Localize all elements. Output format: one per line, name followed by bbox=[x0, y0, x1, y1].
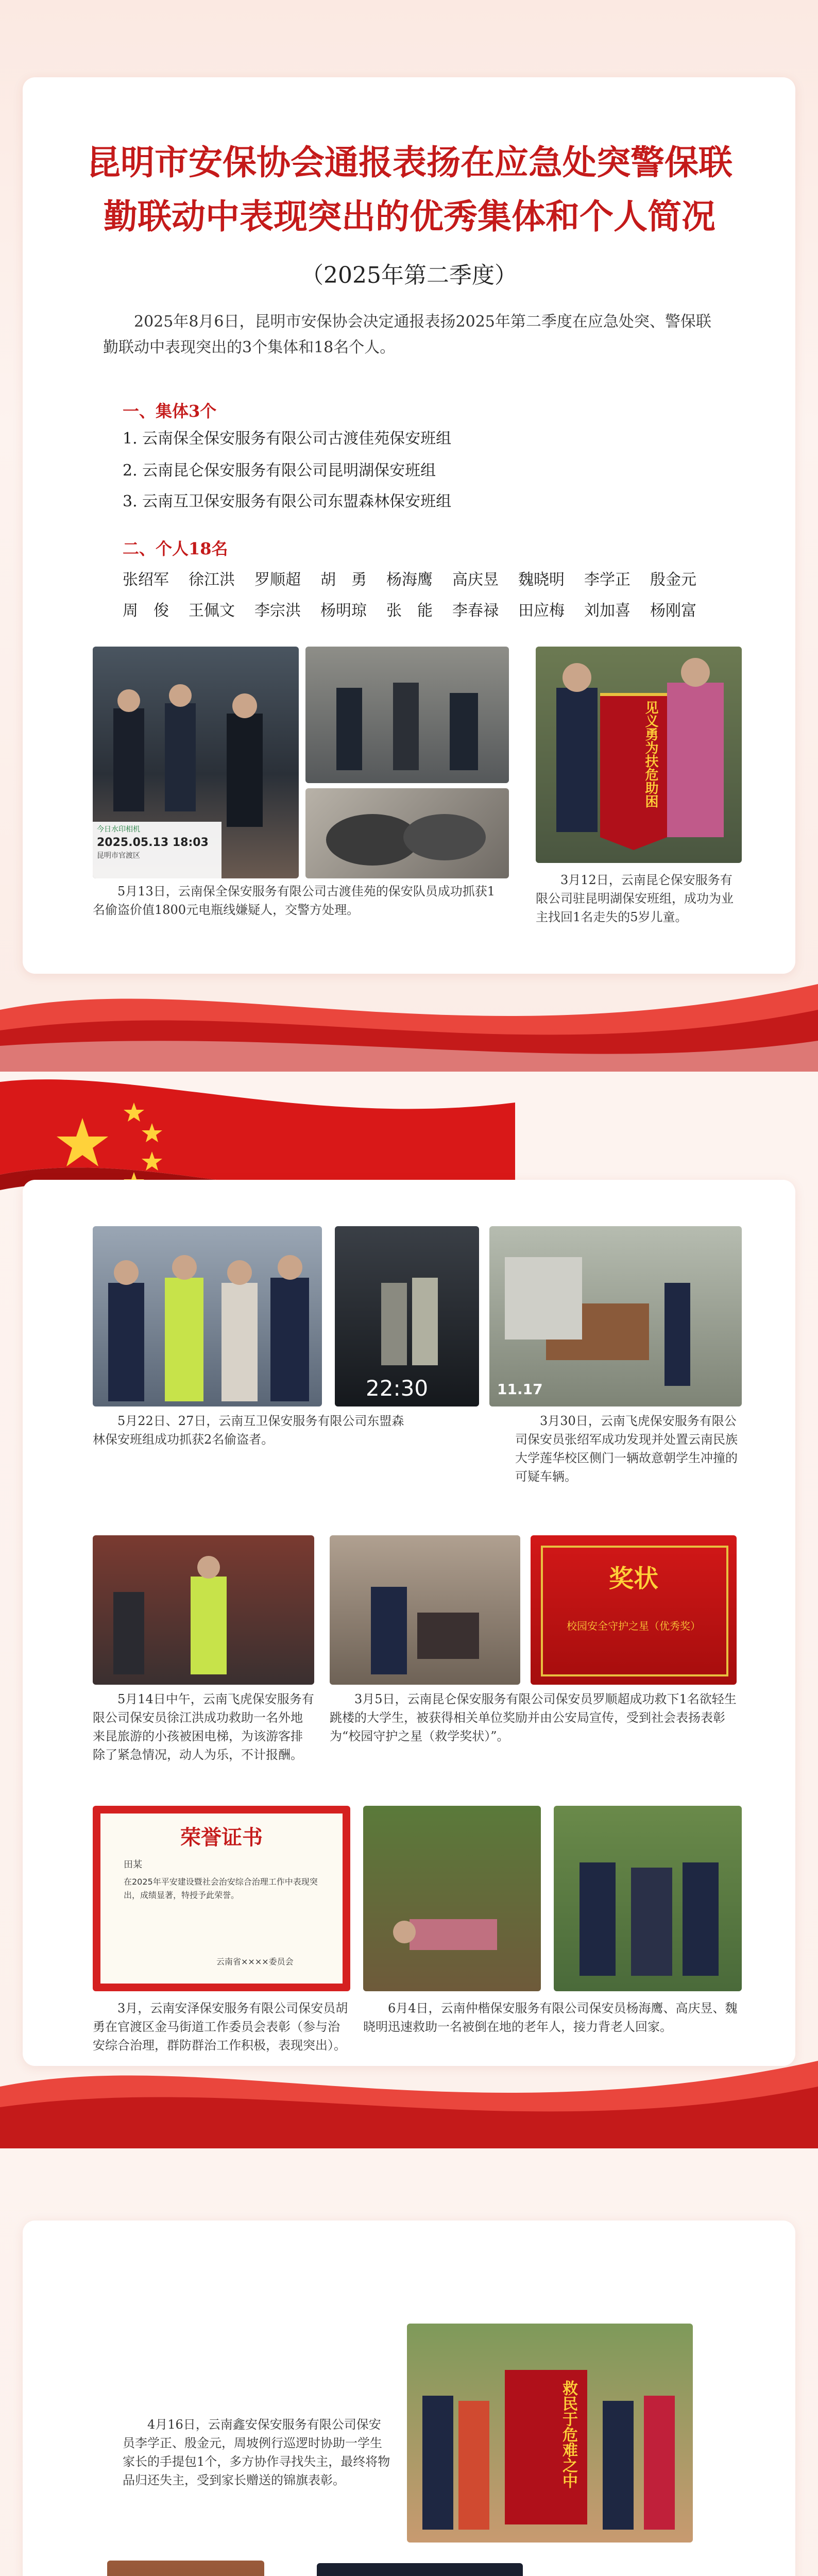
individual-name: 徐江洪 bbox=[189, 571, 235, 589]
banner-text: 救民于危难之中 bbox=[559, 2380, 577, 2488]
photo-suicide-rescue bbox=[330, 1535, 520, 1685]
elder-fallen-graphic bbox=[363, 1806, 541, 1991]
individual-name: 刘加喜 bbox=[584, 602, 630, 620]
elder-return-graphic bbox=[107, 2561, 264, 2576]
caption-may14: 5月14日中午，云南飞虎保安服务有限公司保安员徐江洪成功救助一名外地来昆旅游的小孩被困电梯，为该游客排除了紧急情况，动人为乐，不计报酬。 bbox=[93, 1692, 314, 1762]
photo-date-stamp: 11.17 bbox=[497, 1381, 543, 1398]
caption-mar5: 3月5日，云南昆仑保安服务有限公司保安员罗顺超成功救下1名欲轻生跳楼的大学生，被获得相关单位奖励并由公安局宣传，受到社会表扬表彰为“校园守护之星（救学奖状）”。 bbox=[330, 1692, 737, 1743]
forest-guards-graphic bbox=[93, 1226, 322, 1406]
gate-vehicle-graphic bbox=[489, 1226, 742, 1406]
honor-certificate-name: 田某 bbox=[124, 1859, 142, 1870]
photo-bag-return bbox=[407, 2324, 693, 2543]
photo-night-traffic bbox=[317, 2563, 523, 2576]
individual-name: 高庆昱 bbox=[452, 571, 499, 589]
individual-name: 魏晓明 bbox=[518, 571, 565, 589]
caption-may22: 5月22日、27日，云南互卫保安服务有限公司东盟森林保安班组成功抓获2名偷盗者。 bbox=[93, 1414, 404, 1447]
jiangzhuang-title: 奖状 bbox=[608, 1564, 658, 1593]
elevator-rescue-graphic bbox=[93, 1535, 314, 1685]
honor-certificate-org: 云南省××××委员会 bbox=[216, 1957, 294, 1967]
individual-name: 胡 勇 bbox=[320, 571, 367, 589]
individual-name: 张绍军 bbox=[123, 571, 169, 589]
intro-paragraph: 2025年8月6日，昆明市安保协会决定通报表扬2025年第二季度在应急处突、警保联勤联动中表现突出的3个集体和18名个人。 bbox=[103, 313, 711, 357]
page-title-line2: 勤联动中表现突出的优秀集体和个人简况 bbox=[104, 196, 715, 236]
individual-name: 李宗洪 bbox=[254, 602, 301, 620]
caption-apr16-a: 4月16日，云南鑫安保安服务有限公司保安员李学正、殷金元，周坡例行巡逻时协助一学生家长的手提包1个，多方协作寻找失主，最终将物品归还失主，受到家长赠送的锦旗表彰。 bbox=[123, 2417, 390, 2487]
banner-text: 见义勇为扶危助困 bbox=[643, 701, 658, 808]
carrying-elder-graphic bbox=[554, 1806, 742, 1991]
season-label: （2025年第二季度） bbox=[301, 262, 517, 289]
corridor-figures-graphic bbox=[305, 647, 509, 783]
individual-name: 李学正 bbox=[584, 571, 630, 589]
watermark-time: 2025.05.13 18:03 bbox=[97, 836, 209, 849]
photo-stolen-cables bbox=[305, 788, 509, 878]
individual-name: 田应梅 bbox=[518, 602, 565, 620]
individual-name: 周 俊 bbox=[123, 602, 169, 620]
honor-certificate-title: 荣誉证书 bbox=[180, 1825, 263, 1850]
individual-name: 殷金元 bbox=[650, 571, 696, 589]
panel-2 bbox=[0, 1072, 818, 2148]
collective-item: 2. 云南昆仑保安服务有限公司昆明湖保安班组 bbox=[123, 462, 436, 480]
photo-guards-arrest bbox=[93, 647, 299, 878]
red-wave-decoration bbox=[0, 963, 818, 1072]
panel-1 bbox=[0, 0, 818, 1072]
night-traffic-graphic bbox=[317, 2563, 523, 2576]
cables-graphic bbox=[305, 788, 509, 878]
individual-name: 杨海鹰 bbox=[386, 571, 433, 589]
caption-mar30: 3月30日，云南飞虎保安服务有限公司保安员张绍军成功发现并处置云南民族大学莲华校区侧门一辆故意朝学生冲撞的可疑车辆。 bbox=[515, 1414, 738, 1484]
suicide-rescue-graphic bbox=[330, 1535, 520, 1685]
photo-elder-return bbox=[107, 2561, 264, 2576]
video-timestamp: 22:30 bbox=[366, 1376, 429, 1401]
caption-mar12: 3月12日，云南昆仑保安服务有限公司驻昆明湖保安班组，成功为业主找回1名走失的5岁儿童。 bbox=[536, 873, 734, 924]
photo-award-certificate bbox=[531, 1535, 737, 1685]
individual-name: 李春禄 bbox=[452, 602, 499, 620]
caption-may13: 5月13日，云南保全保安服务有限公司古渡佳苑的保安队员成功抓获1名偷盗价值1800元电瓶线嫌疑人，交警方处理。 bbox=[93, 884, 496, 917]
panel-3 bbox=[0, 2148, 818, 2576]
individual-name: 杨刚富 bbox=[650, 602, 696, 620]
photo-corridor-suspect bbox=[305, 647, 509, 783]
photo-elevator-rescue bbox=[93, 1535, 314, 1685]
photo-banner-child bbox=[536, 647, 742, 863]
collective-item: 3. 云南互卫保安服务有限公司东盟森林保安班组 bbox=[123, 493, 452, 511]
jiangzhuang-subtitle: 校园安全守护之星（优秀奖） bbox=[567, 1620, 701, 1632]
collectives-heading: 一、集体3个 bbox=[123, 401, 217, 421]
watermark-label: 今日水印相机 bbox=[97, 825, 140, 834]
page-title-line1: 昆明市安保协会通报表扬在应急处突警保联 bbox=[87, 142, 732, 182]
honor-certificate-body: 在2025年平安建设暨社会治安综合治理工作中表现突出，成绩显著，特授予此荣誉。 bbox=[124, 1877, 318, 1900]
photo-honor-certificate bbox=[93, 1806, 350, 1991]
individual-name: 杨明琼 bbox=[320, 602, 367, 620]
individual-name: 罗顺超 bbox=[254, 571, 301, 589]
caption-march: 3月，云南安泽保安服务有限公司保安员胡勇在官渡区金马街道工作委员会表彰（参与治安综合治理，群防群治工作积极，表现突出）。 bbox=[93, 2001, 348, 2053]
individual-name: 张 能 bbox=[386, 602, 433, 620]
photo-cctv-night bbox=[335, 1226, 479, 1406]
collective-item: 1. 云南保全保安服务有限公司古渡佳苑保安班组 bbox=[123, 430, 452, 448]
photo-forest-guards bbox=[93, 1226, 322, 1406]
watermark-box bbox=[93, 822, 221, 878]
individual-name: 王佩文 bbox=[189, 602, 235, 620]
photo-gate-vehicle bbox=[489, 1226, 742, 1406]
caption-jun4: 6月4日，云南仲楷保安服务有限公司保安员杨海鹰、高庆昱、魏晓明迅速救助一名被倒在地的老年人，接力背老人回家。 bbox=[363, 2001, 738, 2034]
photo-elder-fallen bbox=[363, 1806, 541, 1991]
photo-carrying-elder bbox=[554, 1806, 742, 1991]
red-wave-decoration bbox=[0, 2040, 818, 2148]
individuals-heading: 二、个人18名 bbox=[123, 539, 228, 558]
watermark-place: 昆明市官渡区 bbox=[97, 852, 140, 860]
